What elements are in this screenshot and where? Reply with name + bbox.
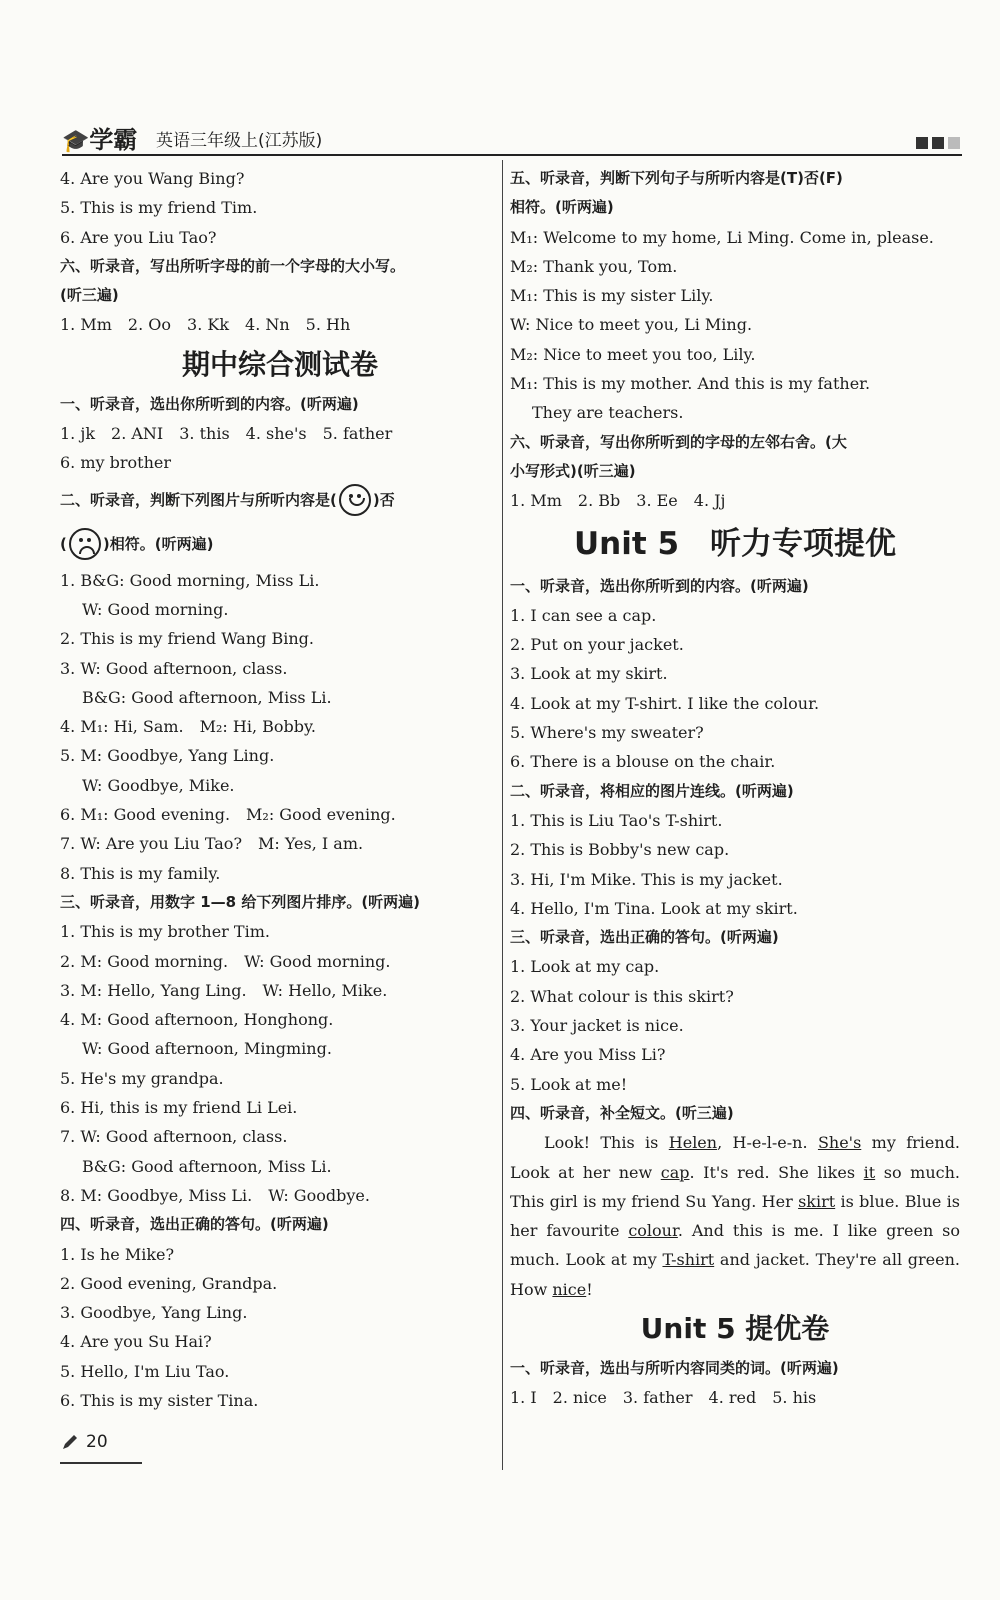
text-line: 7. W: Are you Liu Tao? M: Yes, I am. bbox=[60, 834, 364, 854]
page-header bbox=[62, 120, 962, 156]
header-divider bbox=[62, 154, 962, 156]
text-line: 3. M: Hello, Yang Ling. W: Hello, Mike. bbox=[60, 980, 388, 1000]
smiley-face-icon bbox=[339, 484, 371, 516]
section-title-unit5: Unit 5 听力专项提优 bbox=[573, 525, 897, 562]
text-line: 1. B&G: Good morning, Miss Li. bbox=[60, 570, 320, 590]
decorative-squares bbox=[912, 134, 960, 153]
book-title: 英语三年级上(江苏版) bbox=[156, 131, 323, 151]
text-line: 4. Are you Wang Bing? bbox=[60, 169, 245, 188]
cloze-paragraph bbox=[510, 1128, 960, 1304]
text-line: 3. W: Good afternoon, class. bbox=[60, 658, 288, 678]
question-heading: 一、听录音，选出与所听内容同类的词。(听两遍) bbox=[510, 1358, 839, 1377]
text-line: B&G: Good afternoon, Miss Li. bbox=[82, 687, 332, 707]
page-number: 20 bbox=[86, 1432, 108, 1452]
blank-answer: nice bbox=[552, 1279, 587, 1299]
text-line: 3. Your jacket is nice. bbox=[510, 1016, 684, 1036]
text-line: They are teachers. bbox=[532, 403, 684, 423]
question-heading: 六、听录音，写出所听字母的前一个字母的大小写。 bbox=[60, 256, 406, 275]
text-line: 4. M₁: Hi, Sam. M₂: Hi, Bobby. bbox=[60, 717, 317, 737]
paragraph-text: is blue. Blue is her favourite bbox=[510, 1191, 960, 1241]
footer-rule bbox=[60, 1462, 142, 1464]
question-heading-q2 bbox=[60, 478, 500, 522]
text-line: 7. W: Good afternoon, class. bbox=[60, 1127, 288, 1147]
text-line: 2. This is Bobby's new cap. bbox=[510, 840, 730, 860]
text-line: W: Good morning. bbox=[82, 599, 229, 619]
text-line: 1. This is Liu Tao's T-shirt. bbox=[510, 810, 723, 830]
question-heading-q2-cont: ( )相符。(听两遍) bbox=[60, 522, 500, 566]
text-line: 5. This is my friend Tim. bbox=[60, 198, 258, 218]
text-line: 6. This is my sister Tina. bbox=[60, 1390, 259, 1410]
u5-q3-lines bbox=[510, 952, 960, 1098]
q2-head-a: 二、听录音，判断下列图片与所听内容是( bbox=[60, 490, 337, 509]
text-line: W: Nice to meet you, Li Ming. bbox=[510, 315, 753, 335]
left-column bbox=[60, 164, 500, 1415]
q1-lines bbox=[60, 419, 500, 478]
text-line: 5. M: Goodbye, Yang Ling. bbox=[60, 746, 275, 766]
text-line: M₁: Welcome to my home, Li Ming. Come in, please. bbox=[510, 227, 934, 247]
section-title-midterm: 期中综合测试卷 bbox=[181, 347, 378, 381]
right-column bbox=[510, 164, 960, 1413]
blank-answer: it bbox=[863, 1162, 876, 1182]
text-line: M₁: This is my sister Lily. bbox=[510, 286, 714, 306]
text-line: 2. This is my friend Wang Bing. bbox=[60, 629, 314, 649]
text-line: M₂: Thank you, Tom. bbox=[510, 256, 678, 276]
blank-answer: T-shirt bbox=[662, 1250, 715, 1270]
text-line: 2. M: Good morning. W: Good morning. bbox=[60, 951, 391, 971]
paragraph-text: my friend. Look at her new bbox=[510, 1133, 961, 1182]
section-title-unit5-test: Unit 5 提优卷 bbox=[640, 1311, 830, 1345]
blank-answer: colour bbox=[628, 1221, 678, 1241]
text-line: 2. What colour is this skirt? bbox=[510, 986, 734, 1006]
text-line: B&G: Good afternoon, Miss Li. bbox=[82, 1156, 332, 1176]
paragraph-text: . It's red. She likes bbox=[689, 1162, 864, 1182]
q3-lines bbox=[60, 917, 500, 1210]
text-line: 3. Look at my skirt. bbox=[510, 664, 668, 684]
text-line: M₂: Nice to meet you too, Lily. bbox=[510, 344, 756, 364]
text-line: 2. Put on your jacket. bbox=[510, 635, 684, 655]
text-line: 6. There is a blouse on the chair. bbox=[510, 752, 776, 772]
pencil-icon bbox=[60, 1432, 80, 1452]
text-line: 5. Hello, I'm Liu Tao. bbox=[60, 1361, 230, 1381]
question-heading: 二、听录音，将相应的图片连线。(听两遍) bbox=[510, 781, 794, 800]
q2-lines bbox=[60, 566, 500, 888]
paragraph-text: , H-e-l-e-n. bbox=[717, 1133, 818, 1153]
u5-q2-lines bbox=[510, 806, 960, 923]
brand-name: 学霸 bbox=[89, 126, 138, 154]
sad-face-icon bbox=[69, 528, 101, 560]
paragraph-text: so much. This girl is my friend Su Yang. Her bbox=[510, 1162, 960, 1211]
text-line: 3. Goodbye, Yang Ling. bbox=[60, 1303, 248, 1323]
u5-q1-lines bbox=[510, 601, 960, 777]
text-line: 6. M₁: Good evening. M₂: Good evening. bbox=[60, 805, 396, 825]
text-line: 1. Is he Mike? bbox=[60, 1244, 175, 1264]
text-line: M₁: This is my mother. And this is my father. bbox=[510, 374, 871, 394]
question-heading: 四、听录音，补全短文。(听三遍) bbox=[510, 1103, 734, 1122]
text-line: 2. Good evening, Grandpa. bbox=[60, 1273, 278, 1293]
text-line: W: Good afternoon, Mingming. bbox=[82, 1039, 332, 1059]
text-line: 4. M: Good afternoon, Honghong. bbox=[60, 1010, 334, 1030]
q5-lines bbox=[510, 223, 960, 428]
blank-answer: Helen bbox=[668, 1133, 718, 1153]
question-heading: 三、听录音，用数字 1—8 给下列图片排序。(听两遍) bbox=[60, 892, 421, 911]
page-footer bbox=[60, 1432, 108, 1452]
text-line: 1. jk 2. ANI 3. this 4. she's 5. father bbox=[60, 424, 393, 444]
paragraph-text: . And this is me. I like green so much. Look at my bbox=[510, 1221, 960, 1270]
q4-lines bbox=[60, 1240, 500, 1416]
answer-line: 1. I 2. nice 3. father 4. red 5. his bbox=[510, 1388, 817, 1408]
question-note: (听三遍) bbox=[60, 286, 119, 305]
text-line: 6. my brother bbox=[60, 453, 172, 473]
answer-line: 1. Mm 2. Oo 3. Kk 4. Nn 5. Hh bbox=[60, 315, 351, 335]
text-line: W: Goodbye, Mike. bbox=[82, 775, 235, 795]
q2-head-b: )否 bbox=[372, 490, 395, 509]
text-line: 5. Look at me! bbox=[510, 1074, 628, 1094]
paragraph-text: and jacket. They're all green. How bbox=[510, 1250, 961, 1299]
text-line: 4. Hello, I'm Tina. Look at my skirt. bbox=[510, 898, 798, 918]
paragraph-text: ! bbox=[586, 1279, 593, 1299]
question-heading: 一、听录音，选出你所听到的内容。(听两遍) bbox=[60, 394, 359, 413]
text-line: 5. Where's my sweater? bbox=[510, 723, 704, 743]
question-heading: 三、听录音，选出正确的答句。(听两遍) bbox=[510, 928, 779, 947]
brand-logo bbox=[62, 120, 137, 155]
paragraph-text: Look! This is bbox=[544, 1133, 669, 1153]
blank-answer: skirt bbox=[798, 1191, 836, 1211]
left-top-lines bbox=[60, 164, 500, 252]
question-heading: 四、听录音，选出正确的答句。(听两遍) bbox=[60, 1215, 329, 1234]
text-line: 8. M: Goodbye, Miss Li. W: Goodbye. bbox=[60, 1185, 370, 1205]
graduation-cap-icon: 🎓 bbox=[62, 129, 90, 154]
text-line: 8. This is my family. bbox=[60, 863, 221, 883]
text-line: 5. He's my grandpa. bbox=[60, 1068, 224, 1088]
text-line: 6. Hi, this is my friend Li Lei. bbox=[60, 1098, 298, 1118]
answer-line: 1. Mm 2. Bb 3. Ee 4. Jj bbox=[510, 491, 726, 511]
question-heading-cont: 小写形式)(听三遍) bbox=[510, 461, 636, 480]
text-line: 6. Are you Liu Tao? bbox=[60, 227, 217, 247]
text-line: 1. Look at my cap. bbox=[510, 957, 660, 977]
text-line: 3. Hi, I'm Mike. This is my jacket. bbox=[510, 869, 783, 889]
question-heading: 一、听录音，选出你所听到的内容。(听两遍) bbox=[510, 576, 809, 595]
question-heading-cont: 相符。(听两遍) bbox=[510, 198, 614, 217]
blank-answer: cap bbox=[660, 1162, 690, 1182]
q2-head-c: )相符。(听两遍) bbox=[102, 534, 214, 553]
text-line: 1. I can see a cap. bbox=[510, 605, 657, 625]
column-divider bbox=[502, 160, 503, 1470]
text-line: 1. This is my brother Tim. bbox=[60, 922, 270, 942]
question-heading: 五、听录音，判断下列句子与所听内容是(T)否(F) bbox=[510, 169, 843, 187]
question-heading: 六、听录音，写出你所听到的字母的左邻右舍。(大 bbox=[510, 432, 847, 451]
blank-answer: She's bbox=[817, 1133, 862, 1153]
text-line: 4. Look at my T-shirt. I like the colour. bbox=[510, 693, 820, 713]
text-line: 4. Are you Su Hai? bbox=[60, 1332, 212, 1352]
text-line: 4. Are you Miss Li? bbox=[510, 1045, 666, 1065]
